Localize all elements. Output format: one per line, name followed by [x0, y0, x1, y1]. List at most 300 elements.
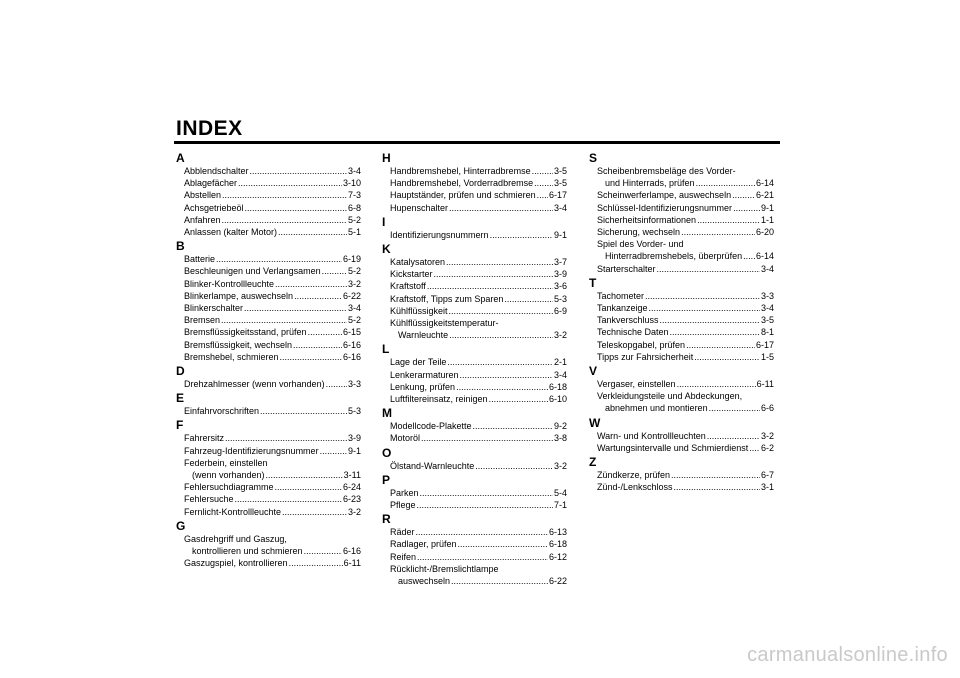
dot-leader [449, 329, 553, 341]
dot-leader [458, 538, 548, 550]
index-letter-heading: V [589, 364, 598, 379]
dot-leader [275, 481, 342, 493]
index-entry-text: (wenn vorhanden) [192, 470, 265, 481]
index-letter-heading: P [382, 472, 391, 487]
index-entry-text: abnehmen und montieren [605, 403, 708, 414]
page-reference: 2-1 [553, 357, 567, 368]
index-entry-text: Zünd-/Lenkschloss [597, 482, 673, 493]
index-entry-text: Sicherheitsinformationen [597, 214, 697, 225]
page-reference: 5-2 [347, 315, 361, 326]
dot-leader [222, 189, 347, 201]
dot-leader [427, 280, 553, 292]
index-entry [589, 263, 774, 275]
index-entry-text: Ablagefächer [184, 178, 238, 189]
dot-leader [732, 189, 755, 201]
index-entry-text: Batterie [184, 254, 216, 265]
page-reference: 3-4 [760, 263, 774, 274]
page-reference: 6-11 [343, 558, 361, 569]
index-entry [382, 420, 567, 432]
index-entry-text: Einfahrvorschriften [184, 406, 260, 417]
index-entry [589, 442, 774, 454]
page-reference: 1-1 [760, 214, 774, 225]
index-entry-text: Tipps zur Fahrsicherheit [597, 351, 694, 362]
page-reference: 6-18 [548, 539, 567, 550]
page-reference: 6-11 [756, 379, 774, 390]
index-entry-text: Achsgetriebeöl [184, 202, 244, 213]
page-reference: 3-4 [347, 166, 361, 176]
index-entry-text: Warn- und Kontrollleuchten [597, 430, 706, 441]
index-entry-text: Schlüssel-Identifizierungsnummer [597, 202, 733, 213]
dot-leader [707, 430, 760, 442]
index-entry-text: Identifizierungsnummern [390, 229, 489, 240]
index-entry [589, 339, 774, 351]
dot-leader [681, 226, 755, 238]
index-entry [589, 214, 774, 226]
dot-leader [421, 432, 553, 444]
index-entry-text: Fehlersuche [184, 494, 234, 505]
page-reference: 6-13 [548, 527, 567, 538]
index-entry [176, 290, 361, 302]
dot-leader [534, 177, 553, 189]
index-entry [382, 393, 567, 405]
dot-leader [671, 469, 760, 481]
dot-leader [293, 339, 342, 351]
index-entry [176, 533, 361, 557]
index-entry-text: Gaszugspiel, kontrollieren [184, 558, 288, 569]
index-entry-text: Verkleidungsteile und Abdeckungen, [597, 391, 743, 402]
index-letter-heading: I [382, 214, 386, 229]
index-entry [382, 487, 567, 499]
dot-leader [434, 268, 553, 280]
page-reference: 3-5 [553, 178, 567, 189]
index-letter-heading: D [176, 364, 185, 379]
index-entry-text: Motoröl [390, 433, 421, 444]
index-entry-text: Kraftstoff [390, 281, 426, 292]
index-entry [176, 302, 361, 314]
dot-leader [289, 557, 343, 569]
index-letter-heading: R [382, 512, 391, 527]
index-entry [176, 493, 361, 505]
index-entry-text: Fehlersuchdiagramme [184, 482, 274, 493]
index-entry [589, 430, 774, 442]
index-entry [176, 278, 361, 290]
index-entry [176, 378, 361, 390]
index-entry [589, 481, 774, 493]
dot-leader [250, 165, 347, 177]
page-reference: 6-9 [553, 305, 567, 316]
page-reference: 3-1 [760, 482, 774, 493]
index-letter-heading: G [176, 518, 186, 533]
index-entry [176, 177, 361, 189]
page-reference: 5-2 [347, 266, 361, 277]
index-entry-text: Tankanzeige [597, 303, 648, 314]
index-entry [382, 189, 567, 201]
dot-leader [504, 293, 553, 305]
index-entry [382, 256, 567, 268]
dot-leader [322, 265, 347, 277]
page-reference: 9-1 [760, 202, 774, 213]
dot-leader [447, 356, 553, 368]
page-reference: 8-1 [760, 327, 774, 338]
page-reference: 3-2 [347, 278, 361, 289]
index-letter-heading: M [382, 406, 392, 421]
index-entry-text: Vergaser, einstellen [597, 379, 676, 390]
page-reference: 6-24 [342, 482, 361, 493]
index-entry [176, 405, 361, 417]
index-entry-text: Rücklicht-/Bremslichtlampe [390, 563, 499, 574]
page-reference: 3-10 [342, 178, 361, 189]
dot-leader [460, 369, 553, 381]
index-entry [382, 381, 567, 393]
index-entry-text: Handbremshebel, Hinterradbremse [390, 166, 531, 176]
page-reference: 6-16 [342, 546, 361, 557]
index-entry [589, 226, 774, 238]
dot-leader [304, 545, 342, 557]
index-letter-heading: W [589, 415, 601, 430]
index-letter-heading: F [176, 418, 184, 433]
index-entry [176, 189, 361, 201]
index-entry [176, 214, 361, 226]
page-reference: 6-14 [755, 178, 774, 189]
dot-leader [532, 165, 553, 177]
index-entry [176, 165, 361, 177]
index-entry-text: Starterschalter [597, 263, 656, 274]
page-reference: 9-1 [347, 445, 361, 456]
page-reference: 3-2 [760, 430, 774, 441]
index-entry [176, 557, 361, 569]
page-reference: 5-1 [347, 227, 361, 238]
page-title: INDEX [176, 117, 243, 140]
index-entry-text: Bremsflüssigkeit, wechseln [184, 339, 293, 350]
page-reference: 6-14 [755, 251, 774, 262]
index-entry [589, 326, 774, 338]
dot-leader [475, 460, 553, 472]
page-reference: 3-4 [553, 369, 567, 380]
index-letter-heading: T [589, 275, 597, 290]
index-entry [382, 280, 567, 292]
dot-leader [489, 393, 548, 405]
index-entry-text: Scheinwerferlampe, auswechseln [597, 190, 732, 201]
index-entry-text: Pflege [390, 500, 416, 511]
index-entry-text: Anlassen (kalter Motor) [184, 227, 278, 238]
index-entry-text: Zündkerze, prüfen [597, 470, 671, 481]
dot-leader [733, 202, 760, 214]
index-entry-text: Warnleuchte [398, 330, 449, 341]
index-entry [382, 460, 567, 472]
page-reference: 3-2 [347, 506, 361, 517]
dot-leader [238, 177, 342, 189]
index-entry-text: Lage der Teile [390, 357, 447, 368]
index-entry [589, 238, 774, 262]
dot-leader [326, 378, 347, 390]
dot-leader [697, 214, 760, 226]
index-entry [382, 165, 567, 177]
index-entry [382, 202, 567, 214]
index-entry-text: Anfahren [184, 214, 221, 225]
index-entry-text: Abstellen [184, 190, 222, 201]
page-reference: 3-3 [347, 379, 361, 390]
index-entry [176, 253, 361, 265]
index-entry-text: Modellcode-Plakette [390, 421, 472, 432]
dot-leader [674, 481, 760, 493]
page-reference: 6-6 [760, 403, 774, 414]
index-entry-text: Tankverschluss [597, 315, 659, 326]
page-reference: 5-4 [553, 487, 567, 498]
index-column-2 [382, 150, 567, 587]
index-entry-text: Hupenschalter [390, 202, 449, 213]
index-entry-text: Lenkerarmaturen [390, 369, 459, 380]
page-reference: 3-3 [760, 290, 774, 301]
dot-leader [222, 214, 347, 226]
dot-leader [537, 189, 548, 201]
page-reference: 6-16 [342, 351, 361, 362]
index-entry [589, 351, 774, 363]
index-entry-text: Lenkung, prüfen [390, 381, 456, 392]
page-reference: 6-18 [548, 381, 567, 392]
page-reference: 6-7 [760, 470, 774, 481]
index-entry-text: kontrollieren und schmieren [192, 546, 303, 557]
index-letter-heading: Z [589, 455, 597, 470]
index-entry-text: Technische Daten [597, 327, 669, 338]
index-entry [176, 481, 361, 493]
index-entry-text: Reifen [390, 551, 417, 562]
page-reference: 7-3 [347, 190, 361, 201]
index-entry-text: auswechseln [398, 576, 451, 587]
dot-leader [278, 226, 347, 238]
index-entry [589, 378, 774, 390]
page-reference: 3-5 [553, 166, 567, 176]
index-entry-text: Radlager, prüfen [390, 539, 457, 550]
page-reference: 3-4 [553, 202, 567, 213]
dot-leader [275, 278, 347, 290]
index-entry-text: Gasdrehgriff und Gaszug, [184, 533, 287, 544]
index-entry-text: Luftfiltereinsatz, reinigen [390, 394, 488, 405]
index-entry-text: Scheibenbremsbeläge des Vorder- [597, 166, 736, 176]
page-reference: 6-10 [548, 394, 567, 405]
index-entry [176, 432, 361, 444]
dot-leader [645, 290, 760, 302]
dot-leader [266, 469, 343, 481]
index-entry [382, 551, 567, 563]
dot-leader [320, 445, 347, 457]
page-reference: 5-3 [553, 293, 567, 304]
page-reference: 6-2 [760, 442, 774, 453]
page-reference: 1-5 [760, 351, 774, 362]
dot-leader [308, 326, 342, 338]
index-entry [382, 538, 567, 550]
index-entry-text: Fahrersitz [184, 433, 225, 444]
page-reference: 6-21 [755, 190, 774, 201]
index-entry-text: Katalysatoren [390, 257, 446, 268]
dot-leader [694, 351, 760, 363]
dot-leader [473, 420, 553, 432]
title-rule [174, 141, 780, 144]
index-entry-text: Bremshebel, schmieren [184, 351, 279, 362]
index-letter-heading: L [382, 342, 390, 357]
page-reference: 3-11 [343, 470, 361, 481]
dot-leader [244, 302, 347, 314]
dot-leader [451, 575, 548, 587]
dot-leader [221, 314, 347, 326]
index-letter-heading: H [382, 151, 391, 165]
dot-leader [670, 326, 760, 338]
index-entry [176, 339, 361, 351]
page-reference: 6-22 [548, 576, 567, 587]
index-entry [589, 469, 774, 481]
index-entry [382, 268, 567, 280]
index-entry-text: Bremsen [184, 315, 221, 326]
page-reference: 3-2 [553, 330, 567, 341]
page-reference: 3-6 [553, 281, 567, 292]
index-letter-heading: B [176, 239, 185, 254]
dot-leader [657, 263, 760, 275]
dot-leader [282, 506, 347, 518]
page-reference: 6-12 [548, 551, 567, 562]
dot-leader [225, 432, 347, 444]
dot-leader [294, 290, 342, 302]
dot-leader [216, 253, 342, 265]
index-letter-heading: E [176, 391, 185, 406]
index-entry [589, 390, 774, 414]
index-column-1 [176, 150, 361, 569]
index-entry [176, 226, 361, 238]
page-reference: 3-4 [760, 303, 774, 314]
dot-leader [677, 378, 756, 390]
dot-leader [245, 202, 347, 214]
index-entry [382, 499, 567, 511]
dot-leader [416, 526, 548, 538]
index-entry-text: Beschleunigen und Verlangsamen [184, 266, 321, 277]
dot-leader [417, 551, 548, 563]
index-entry [176, 457, 361, 481]
page-reference: 6-8 [347, 202, 361, 213]
index-entry-text: Teleskopgabel, prüfen [597, 339, 686, 350]
dot-leader [446, 256, 553, 268]
page-reference: 3-9 [347, 433, 361, 444]
index-entry [176, 445, 361, 457]
index-entry [382, 369, 567, 381]
page-reference: 6-20 [755, 227, 774, 238]
index-entry-text: Ölstand-Warnleuchte [390, 460, 475, 471]
dot-leader [420, 487, 553, 499]
index-entry-text: Kühlflüssigkeitstemperatur- [390, 318, 499, 329]
page-reference: 3-4 [347, 303, 361, 314]
index-entry-text: und Hinterrads, prüfen [605, 178, 695, 189]
index-entry [382, 526, 567, 538]
page-reference: 5-2 [347, 214, 361, 225]
index-entry [589, 165, 774, 189]
index-entry-text: Handbremshebel, Vorderradbremse [390, 178, 534, 189]
index-entry-text: Kraftstoff, Tipps zum Sparen [390, 293, 504, 304]
index-letter-heading: A [176, 151, 185, 165]
index-entry-text: Kühlflüssigkeit [390, 305, 448, 316]
index-entry [589, 202, 774, 214]
dot-leader [235, 493, 342, 505]
dot-leader [456, 381, 548, 393]
page-reference: 6-15 [342, 327, 361, 338]
index-entry [176, 506, 361, 518]
dot-leader [743, 250, 755, 262]
index-letter-heading: K [382, 242, 391, 257]
index-entry [382, 177, 567, 189]
dot-leader [696, 177, 755, 189]
dot-leader [709, 402, 760, 414]
index-entry-text: Spiel des Vorder- und [597, 239, 684, 250]
index-entry-text: Hinterradbremshebels, überprüfen [605, 251, 743, 262]
index-entry-text: Bremsflüssigkeitsstand, prüfen [184, 327, 307, 338]
index-letter-heading: O [382, 445, 392, 460]
index-entry [382, 305, 567, 317]
dot-leader [260, 405, 347, 417]
page-reference: 3-8 [553, 433, 567, 444]
dot-leader [490, 229, 553, 241]
page-reference: 6-22 [342, 290, 361, 301]
index-entry [589, 189, 774, 201]
index-entry [382, 432, 567, 444]
index-entry [176, 265, 361, 277]
index-entry-text: Kickstarter [390, 269, 433, 280]
dot-leader [686, 339, 755, 351]
dot-leader [660, 314, 760, 326]
index-entry [589, 314, 774, 326]
index-column-3 [589, 150, 774, 493]
dot-leader [449, 202, 553, 214]
index-entry-text: Räder [390, 527, 415, 538]
index-entry-text: Blinkerlampe, auswechseln [184, 290, 294, 301]
page-reference: 9-1 [553, 229, 567, 240]
index-entry [176, 351, 361, 363]
page-reference: 6-17 [548, 190, 567, 201]
index-entry [589, 302, 774, 314]
index-entry [589, 290, 774, 302]
index-entry-text: Hauptständer, prüfen und schmieren [390, 190, 536, 201]
index-entry [382, 356, 567, 368]
index-entry-text: Blinker-Kontrollleuchte [184, 278, 275, 289]
index-entry-text: Tachometer [597, 290, 645, 301]
index-entry [382, 317, 567, 341]
index-entry-text: Abblendschalter [184, 166, 249, 176]
page-reference: 6-23 [342, 494, 361, 505]
index-entry-text: Sicherung, wechseln [597, 227, 681, 238]
index-entry-text: Blinkerschalter [184, 303, 244, 314]
index-entry [176, 326, 361, 338]
index-entry-text: Parken [390, 487, 419, 498]
page-reference: 9-2 [553, 421, 567, 432]
watermark: carmanualsonline.info [747, 644, 948, 666]
dot-leader [417, 499, 553, 511]
dot-leader [649, 302, 760, 314]
dot-leader [749, 442, 760, 454]
index-entry-text: Federbein, einstellen [184, 457, 268, 468]
page-reference: 7-1 [553, 500, 567, 511]
index-entry [176, 202, 361, 214]
index-entry-text: Drehzahlmesser (wenn vorhanden) [184, 379, 325, 390]
index-entry [382, 563, 567, 587]
index-entry-text: Wartungsintervalle und Schmierdienst [597, 442, 749, 453]
dot-leader [449, 305, 553, 317]
page-reference: 6-16 [342, 339, 361, 350]
index-entry-text: Fernlicht-Kontrollleuchte [184, 506, 282, 517]
page-reference: 3-5 [760, 315, 774, 326]
page-reference: 3-2 [553, 460, 567, 471]
page-reference: 6-19 [342, 254, 361, 265]
page-reference: 3-9 [553, 269, 567, 280]
index-entry [382, 293, 567, 305]
dot-leader [280, 351, 342, 363]
index-entry-text: Fahrzeug-Identifizierungsnummer [184, 445, 319, 456]
page-reference: 3-7 [553, 257, 567, 268]
page-reference: 5-3 [347, 406, 361, 417]
